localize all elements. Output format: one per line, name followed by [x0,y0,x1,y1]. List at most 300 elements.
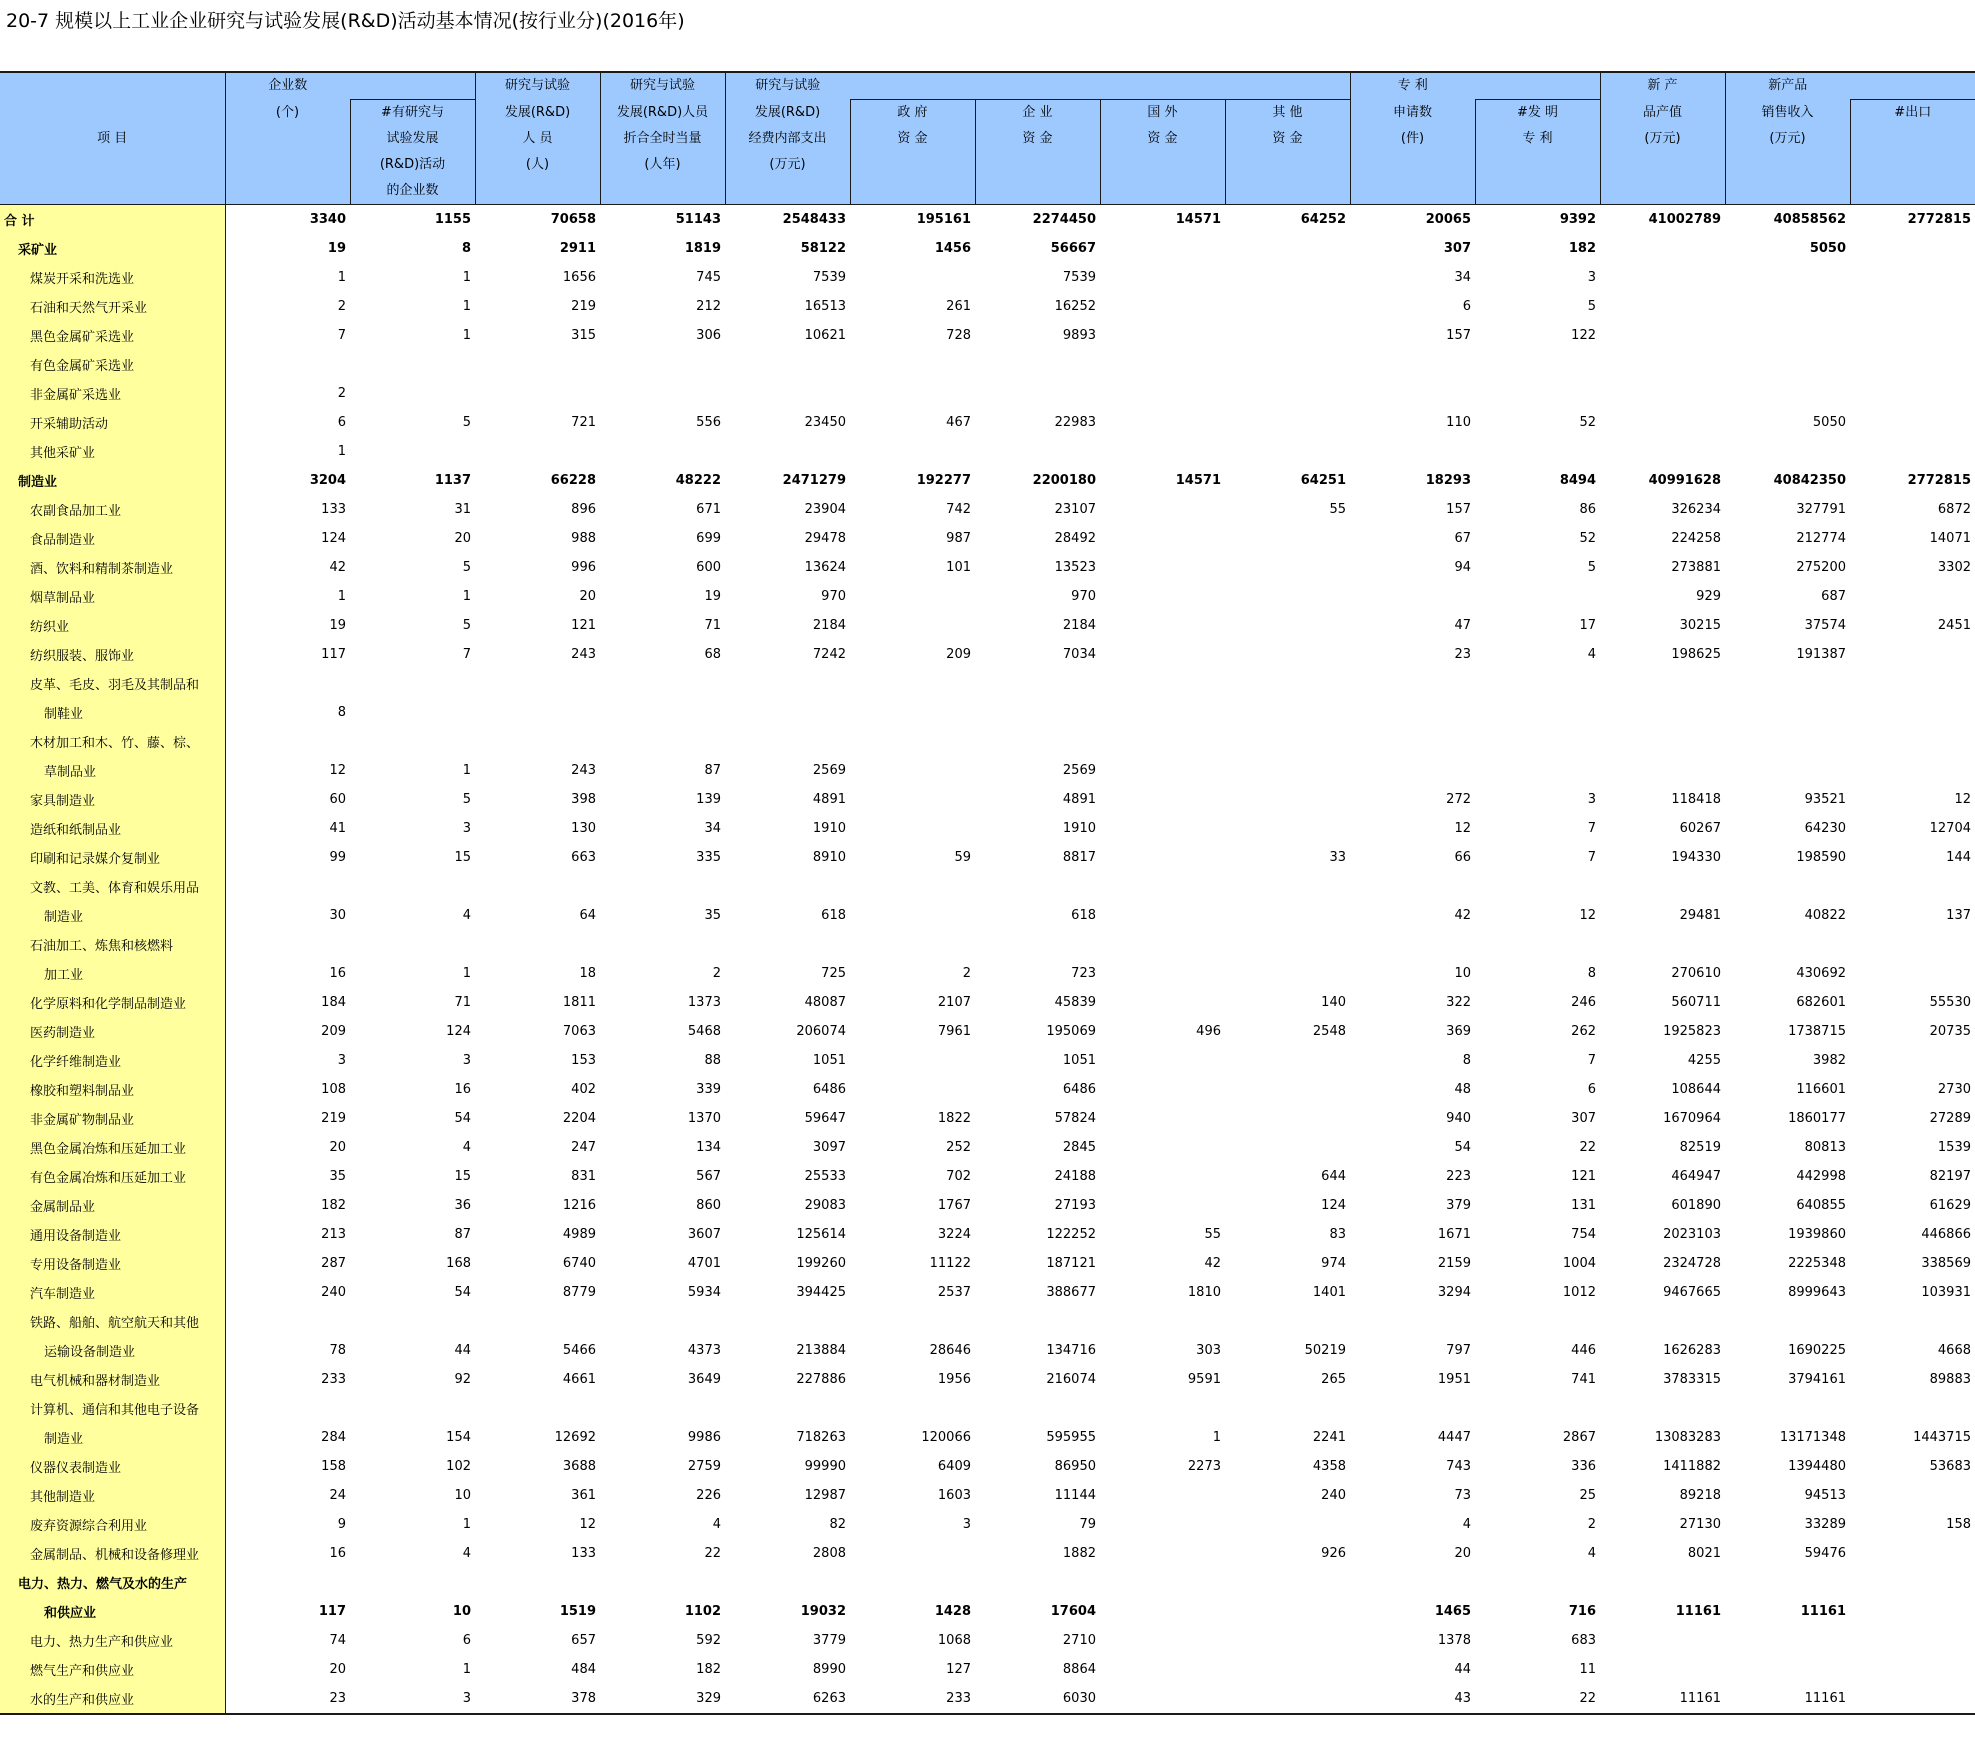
table-cell: 2225348 [1788,1256,1846,1271]
table-row [0,408,1975,437]
table-cell: 82519 [1679,1140,1721,1155]
table-cell: 5934 [687,1285,721,1300]
table-cell: 16252 [1054,299,1096,314]
table-cell: 9392 [1559,212,1596,227]
table-cell [1725,1307,1850,1336]
table-cell: 20 [454,531,471,546]
table-row [0,466,1975,495]
table-cell [1475,669,1600,698]
table-cell: 484 [571,1662,596,1677]
table-cell: 86 [1579,502,1596,517]
row-label: 燃气生产和供应业 [0,1655,225,1684]
table-cell: 41002789 [1648,212,1721,227]
table-cell: 307 [1443,241,1471,256]
table-row [0,959,1975,988]
table-cell: 40822 [1804,908,1846,923]
table-cell: 1670964 [1663,1111,1721,1126]
table-cell: 121 [571,618,596,633]
table-cell: 2569 [1062,763,1096,778]
row-label: 通用设备制造业 [0,1220,225,1249]
table-cell: 5 [462,415,471,430]
table-cell: 1012 [1562,1285,1596,1300]
table-cell: 88 [704,1053,721,1068]
row-label: 煤炭开采和洗选业 [0,263,225,292]
table-cell: 1626283 [1663,1343,1721,1358]
table-cell: 1 [462,1662,471,1677]
table-cell [1600,263,1725,292]
table-cell: 2107 [937,995,971,1010]
table-cell: 15 [454,850,471,865]
table-cell: 74 [329,1633,346,1648]
table-cell: 4 [1587,647,1596,662]
table-cell: 5468 [687,1024,721,1039]
table-cell: 223 [1446,1169,1471,1184]
table-cell: 240 [1321,1488,1346,1503]
table-cell: 1 [337,270,346,285]
table-cell: 22 [1475,1684,1600,1714]
table-cell: 187121 [1046,1256,1096,1271]
row-label: 有色金属冶炼和压延加工业 [0,1162,225,1191]
table-cell: 1 [462,328,471,343]
table-cell: 5 [1587,299,1596,314]
table-cell: 43 [1350,1684,1475,1714]
row-label: 其他采矿业 [0,437,225,466]
table-cell: 12704 [1929,821,1971,836]
table-cell: 55 [1204,1227,1221,1242]
header-new-prod-value-3: (万元) [1600,126,1725,152]
table-cell [1100,350,1225,379]
header-item: 项 目 [0,126,225,152]
table-cell: 2845 [1062,1140,1096,1155]
header-other-funds-1: 其 他 [1225,100,1350,127]
table-cell [350,698,475,727]
table-cell: 199260 [796,1256,846,1271]
table-cell: 87 [454,1227,471,1242]
table-cell: 2159 [1437,1256,1471,1271]
table-cell [1225,959,1350,988]
table-cell: 1378 [1437,1633,1471,1648]
table-cell: 3794161 [1788,1372,1846,1387]
table-cell: 1738715 [1788,1024,1846,1039]
table-cell: 6409 [937,1459,971,1474]
table-cell [350,379,475,408]
table-cell [1725,263,1850,292]
table-cell [1850,350,1975,379]
table-cell: 2911 [559,241,596,256]
header-new-prod-sales-2: 销售收入 [1725,100,1850,127]
table-cell: 4373 [687,1343,721,1358]
table-cell: 157 [1446,502,1471,517]
table-cell [850,901,975,930]
table-cell: 23107 [1054,502,1096,517]
table-cell: 592 [696,1633,721,1648]
table-cell: 560711 [1671,995,1721,1010]
table-cell: 657 [571,1633,596,1648]
table-cell: 110 [1446,415,1471,430]
row-label: 纺织业 [0,611,225,640]
table-cell [1850,640,1975,669]
table-row [0,1336,1975,1365]
table-cell: 2184 [1062,618,1096,633]
header-ent-funds-2: 资 金 [975,126,1100,152]
table-cell: 48222 [675,473,721,488]
table-cell [1600,669,1725,698]
table-cell [1225,292,1350,321]
table-cell: 1465 [1434,1604,1471,1619]
table-cell [1850,234,1975,263]
table-cell: 1 [462,763,471,778]
table-cell: 970 [821,589,846,604]
table-cell: 11122 [929,1256,971,1271]
table-cell [1725,756,1850,785]
table-cell [1475,756,1600,785]
table-cell: 7242 [812,647,846,662]
table-cell: 20735 [1929,1024,1971,1039]
header-item-blank [0,72,225,100]
table-cell: 22 [1579,1140,1596,1155]
table-cell: 13083283 [1654,1430,1721,1445]
table-cell [350,1568,475,1597]
table-cell: 1 [337,589,346,604]
table-cell: 1671 [1437,1227,1471,1242]
table-cell [850,930,975,959]
table-cell [1225,553,1350,582]
table-cell [975,350,1100,379]
row-label: 木材加工和木、竹、藤、棕、 [0,727,225,756]
table-cell [1600,872,1725,901]
table-row [0,321,1975,350]
table-cell [1225,669,1350,698]
table-cell [1100,1655,1225,1684]
table-cell [1475,872,1600,901]
table-cell: 682601 [1796,995,1846,1010]
table-cell: 326234 [1671,502,1721,517]
table-cell: 99 [329,850,346,865]
table-cell: 567 [696,1169,721,1184]
table-cell: 702 [946,1169,971,1184]
table-cell: 20 [1454,1546,1471,1561]
table-cell [475,1568,600,1597]
table-cell: 1051 [1062,1053,1096,1068]
table-cell: 195161 [916,212,971,227]
table-row [0,1423,1975,1452]
table-cell: 83 [1329,1227,1346,1242]
table-cell [850,727,975,756]
row-label: 制造业 [0,1423,225,1452]
table-cell: 8021 [1687,1546,1721,1561]
table-cell: 896 [571,502,596,517]
table-cell: 233 [850,1684,975,1714]
table-row [0,1626,1975,1655]
table-cell: 94 [1454,560,1471,575]
table-cell: 54 [454,1111,471,1126]
table-cell [1100,901,1225,930]
table-cell: 745 [696,270,721,285]
table-cell: 154 [446,1430,471,1445]
table-cell: 3 [1587,270,1596,285]
table-cell [1225,611,1350,640]
table-cell [975,930,1100,959]
table-cell: 728 [946,328,971,343]
table-cell: 398 [571,792,596,807]
table-cell: 1882 [1062,1546,1096,1561]
table-cell: 16513 [804,299,846,314]
table-cell: 35 [704,908,721,923]
table-cell: 2023103 [1663,1227,1721,1242]
table-cell: 12 [579,1517,596,1532]
table-cell: 58122 [800,241,846,256]
table-cell: 683 [1571,1633,1596,1648]
table-cell: 3 [1587,792,1596,807]
table-cell [225,1307,350,1336]
table-cell [1225,524,1350,553]
table-cell [975,379,1100,408]
table-cell [1850,959,1975,988]
table-cell [225,930,350,959]
table-cell: 99990 [804,1459,846,1474]
table-cell [475,698,600,727]
table-cell: 926 [1321,1546,1346,1561]
table-cell: 70658 [550,212,596,227]
table-cell: 8817 [1062,850,1096,865]
table-cell: 15 [454,1169,471,1184]
table-cell [350,350,475,379]
table-cell: 79 [1079,1517,1096,1532]
table-cell: 18 [579,966,596,981]
table-cell: 1767 [937,1198,971,1213]
table-row [0,1655,1975,1684]
table-cell: 102 [446,1459,471,1474]
table-cell: 116601 [1796,1082,1846,1097]
table-cell [1600,727,1725,756]
row-label: 电气机械和器材制造业 [0,1365,225,1394]
table-cell: 6030 [975,1684,1100,1714]
table-cell: 687 [1821,589,1846,604]
table-cell: 118418 [1671,792,1721,807]
header-invention-2: 专 利 [1475,126,1600,152]
table-cell: 59476 [1804,1546,1846,1561]
table-cell: 55530 [1929,995,1971,1010]
table-cell: 1822 [937,1111,971,1126]
table-cell: 988 [571,531,596,546]
table-cell [1100,234,1225,263]
table-cell: 1811 [562,995,596,1010]
table-cell: 9986 [687,1430,721,1445]
table-cell [1100,1307,1225,1336]
row-label: 石油和天然气开采业 [0,292,225,321]
table-cell: 52 [1579,415,1596,430]
table-cell [1225,785,1350,814]
table-cell: 1910 [812,821,846,836]
table-cell [1100,1481,1225,1510]
table-cell [225,1568,350,1597]
row-label: 化学纤维制造业 [0,1046,225,1075]
table-row [0,1046,1975,1075]
table-cell: 36 [454,1198,471,1213]
table-row [0,1365,1975,1394]
table-cell: 6486 [812,1082,846,1097]
table-cell: 44 [1454,1662,1471,1677]
table-cell: 108644 [1671,1082,1721,1097]
table-cell: 467 [946,415,971,430]
table-cell: 3302 [1937,560,1971,575]
table-cell: 213884 [796,1343,846,1358]
table-cell: 103931 [1921,1285,1971,1300]
table-cell: 68 [704,647,721,662]
table-cell: 182 [1568,241,1596,256]
table-cell [1850,437,1975,466]
table-cell: 640855 [1796,1198,1846,1213]
table-cell [975,727,1100,756]
table-cell: 2867 [1562,1430,1596,1445]
table-cell: 4891 [1062,792,1096,807]
table-cell [1850,1046,1975,1075]
row-label: 电力、热力、燃气及水的生产 [0,1568,225,1597]
table-cell [1850,872,1975,901]
table-cell: 20 [329,1662,346,1677]
table-cell [1225,350,1350,379]
table-cell [1100,1626,1225,1655]
table-cell [850,669,975,698]
table-cell: 287 [321,1256,346,1271]
table-cell: 125614 [796,1227,846,1242]
table-cell [1475,698,1600,727]
table-cell: 121 [1571,1169,1596,1184]
table-cell: 5050 [1812,415,1846,430]
table-cell: 2324728 [1663,1256,1721,1271]
table-row [0,988,1975,1017]
table-cell: 336 [1571,1459,1596,1474]
table-cell: 108 [321,1082,346,1097]
row-label: 其他制造业 [0,1481,225,1510]
table-cell: 11 [1579,1662,1596,1677]
table-cell: 22983 [1054,415,1096,430]
table-cell: 198625 [1671,647,1721,662]
table-cell: 2 [712,966,721,981]
table-cell [1850,263,1975,292]
table-row [0,1539,1975,1568]
table-cell: 442998 [1796,1169,1846,1184]
table-cell: 284 [321,1430,346,1445]
table-cell: 2548 [1312,1024,1346,1039]
table-cell: 2 [962,966,971,981]
table-cell: 2 [337,299,346,314]
table-cell [1350,350,1475,379]
table-cell [1475,1394,1600,1423]
table-cell: 601890 [1671,1198,1721,1213]
table-cell [1225,930,1350,959]
table-cell: 57824 [1054,1111,1096,1126]
table-cell: 34 [1454,270,1471,285]
table-cell: 265 [1321,1372,1346,1387]
row-label: 制鞋业 [0,698,225,727]
table-cell [1225,437,1350,466]
table-cell [1100,408,1225,437]
table-cell [850,582,975,611]
header-new-prod-value-2: 品产值 [1600,100,1725,127]
table-cell: 194330 [1671,850,1721,865]
table-row [0,1162,1975,1191]
table-cell: 23904 [804,502,846,517]
table-cell: 64252 [1300,212,1346,227]
table-cell [1350,930,1475,959]
table-cell: 2241 [1312,1430,1346,1445]
table-cell: 8864 [1062,1662,1096,1677]
table-cell [1850,292,1975,321]
row-label: 采矿业 [0,234,225,263]
table-cell: 206074 [796,1024,846,1039]
table-cell: 7 [1587,1053,1596,1068]
table-cell [1725,930,1850,959]
table-cell [1600,234,1725,263]
table-cell [1600,408,1725,437]
table-cell: 4891 [812,792,846,807]
table-cell [1850,408,1975,437]
table-cell: 618 [821,908,846,923]
table-cell [975,1568,1100,1597]
table-cell: 3688 [562,1459,596,1474]
table-cell [600,727,725,756]
table-cell: 20 [579,589,596,604]
table-cell: 8 [337,705,346,720]
header-rd-fte-1: 研究与试验 [600,72,725,100]
table-row [0,1481,1975,1510]
table-cell: 3 [337,1053,346,1068]
table-cell [1100,524,1225,553]
table-cell: 2730 [1937,1082,1971,1097]
table-row [0,350,1975,379]
table-cell: 117 [321,647,346,662]
table-cell [350,669,475,698]
table-cell [1225,582,1350,611]
table-cell: 27289 [1929,1111,1971,1126]
table-body [0,205,1975,1715]
table-cell [1850,1394,1975,1423]
table-cell: 4 [1587,1546,1596,1561]
table-cell [600,350,725,379]
table-cell: 6263 [725,1684,850,1714]
table-cell: 14571 [1175,212,1221,227]
table-cell [1100,988,1225,1017]
table-cell: 19 [327,241,346,256]
table-cell: 41 [329,821,346,836]
table-cell: 5466 [562,1343,596,1358]
table-cell [1100,263,1225,292]
table-cell [350,437,475,466]
table-row [0,1394,1975,1423]
table-cell: 1155 [434,212,471,227]
table-cell [725,1568,850,1597]
table-cell: 4 [462,908,471,923]
table-cell: 3 [462,821,471,836]
table-cell [1350,437,1475,466]
table-cell: 402 [571,1082,596,1097]
table-cell: 996 [571,560,596,575]
table-cell [1475,379,1600,408]
table-cell: 216074 [1046,1372,1096,1387]
table-cell: 122252 [1046,1227,1096,1242]
table-cell: 31 [454,502,471,517]
table-cell: 1910 [1062,821,1096,836]
table-cell: 273881 [1671,560,1721,575]
table-cell [1725,321,1850,350]
header-gov-funds-1: 政 府 [850,100,975,127]
table-cell [350,1394,475,1423]
table-cell: 122 [1571,328,1596,343]
table-cell: 2451 [1937,618,1971,633]
table-cell: 1411882 [1663,1459,1721,1474]
header-foreign-funds-2: 资 金 [1100,126,1225,152]
